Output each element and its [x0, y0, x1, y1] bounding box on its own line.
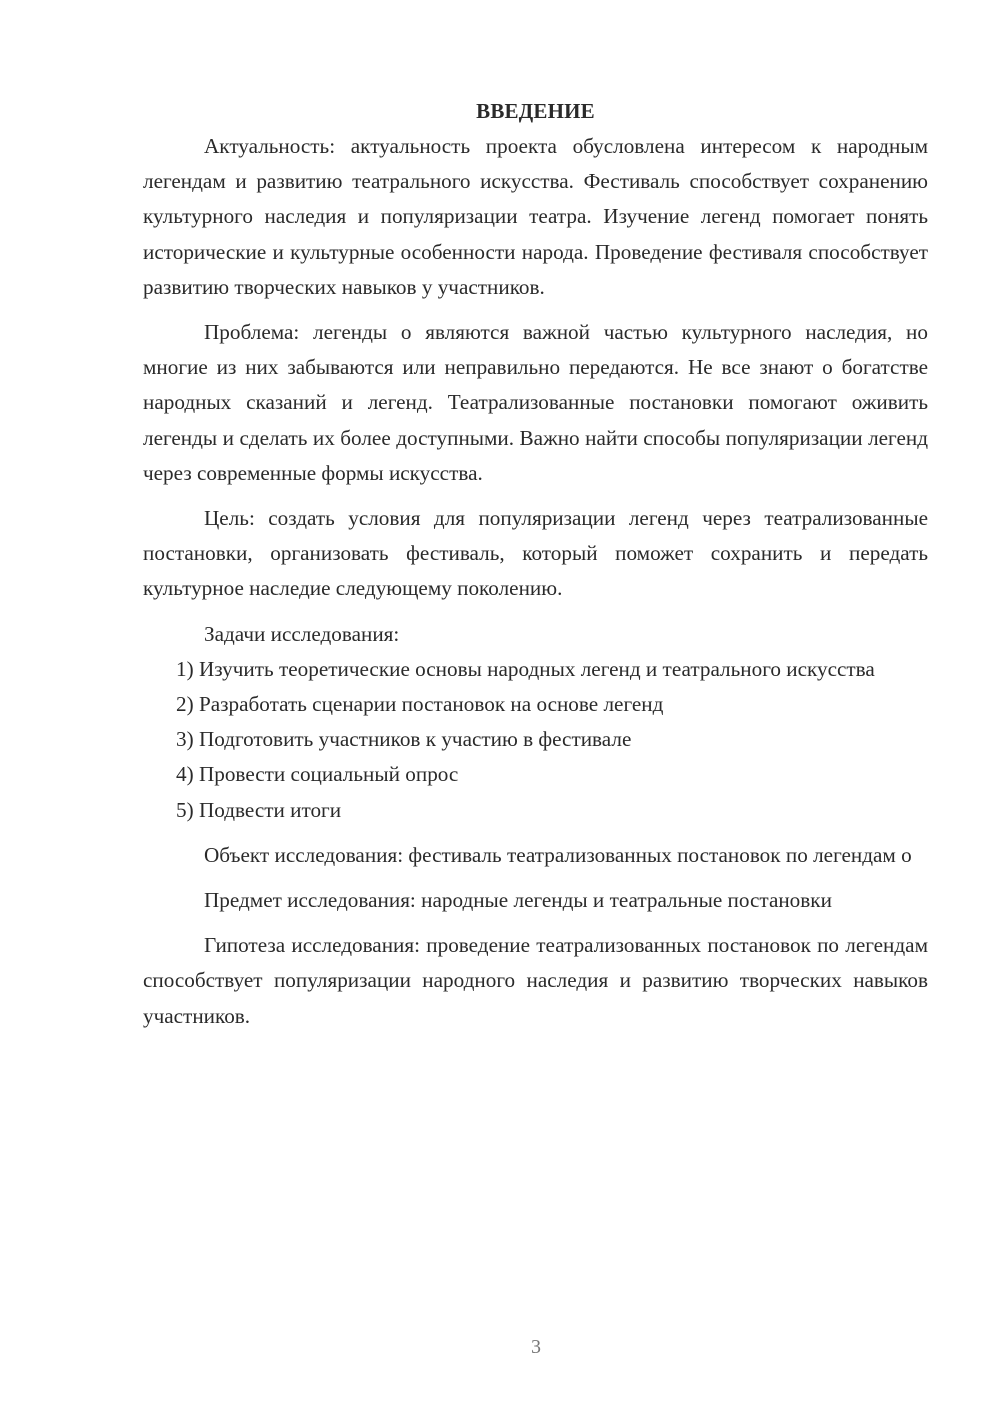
task-item: 4) Провести социальный опрос [176, 762, 459, 787]
page-number: 3 [531, 1336, 541, 1358]
task-item: 5) Подвести итоги [176, 797, 342, 822]
goal-paragraph: Цель: создать условия для популяризации легенд через театрализованные постановки, организовать фестиваль, который поможет сохранить и передать культурное наследие следующему поколению. [143, 506, 928, 601]
task-item: 3) Подготовить участников к участию в фестивале [176, 727, 632, 752]
tasks-title: Задачи исследования: [204, 621, 400, 646]
problem-paragraph: Проблема: легенды о являются важной частью культурного наследия, но многие из них забываются или неправильно передаются. Не все знают о богатстве народных сказаний и легенд. Театрализованные постановки помогают оживить легенды и сделать их более доступными. Важно найти способы популяризации легенд через современные формы искусства. [143, 320, 928, 485]
page-content [143, 94, 928, 1034]
object-paragraph: Объект исследования: фестиваль театрализованных постановок по легендам о [204, 842, 912, 867]
subject-paragraph: Предмет исследования: народные легенды и театральные постановки [204, 888, 832, 913]
relevance-paragraph: Актуальность: актуальность проекта обусловлена интересом к народным легендам и развитию театрального искусства. Фестиваль способствует сохранению культурного наследия и популяризации театра. Изучение легенд помогает понять исторические и культурные особенности народа. Проведение фестиваля способствует развитию творческих навыков у участников. [143, 134, 928, 299]
task-item: 1) Изучить теоретические основы народных легенд и театрального искусства [176, 656, 875, 681]
task-item: 2) Разработать сценарии постановок на основе легенд [176, 692, 664, 717]
section-heading: ВВЕДЕНИЕ [476, 99, 595, 123]
hypothesis-paragraph: Гипотеза исследования: проведение театрализованных постановок по легендам способствует популяризации народного наследия и развитию творческих навыков участников. [143, 933, 928, 1028]
